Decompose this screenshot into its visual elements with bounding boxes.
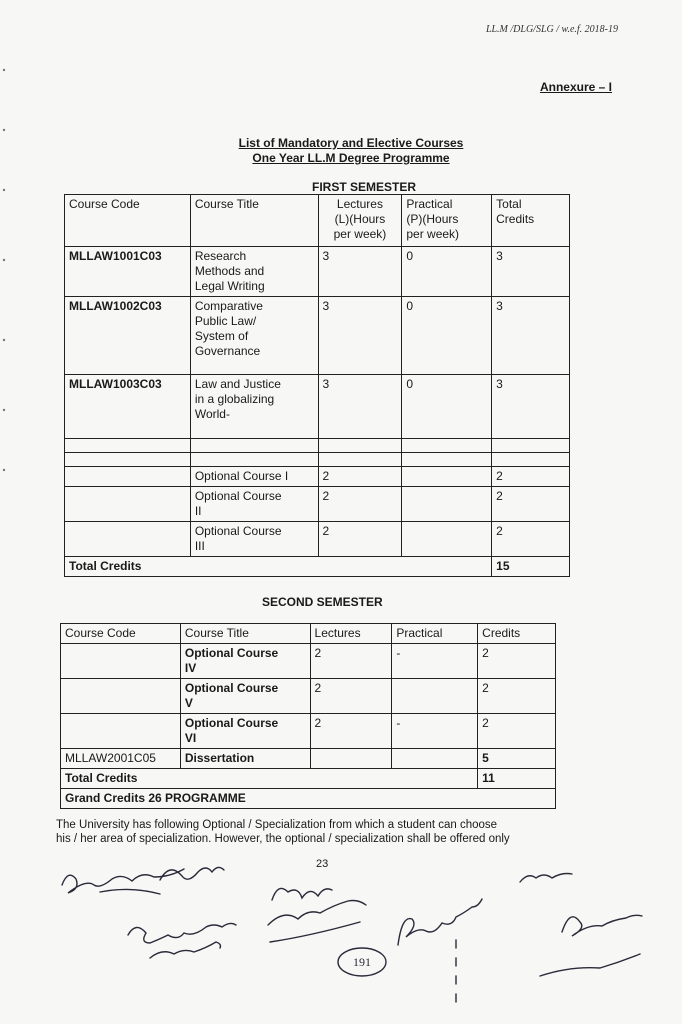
course-code: MLLAW1001C03	[65, 247, 191, 297]
table-header-row	[65, 195, 570, 247]
total-credits-row	[65, 557, 570, 577]
header-practical: Practical (P)(Hours per week)	[402, 195, 492, 247]
credits-value: 2	[478, 714, 556, 749]
credits-value: 2	[478, 644, 556, 679]
lectures-value: 2	[318, 487, 402, 522]
practical-value: -	[392, 714, 478, 749]
specialization-paragraph	[56, 818, 626, 846]
total-credits-value: 11	[478, 769, 556, 789]
course-code: MLLAW1002C03	[65, 297, 191, 375]
table-row	[65, 467, 570, 487]
course-code	[61, 644, 181, 679]
total-credits-label: Total Credits	[61, 769, 478, 789]
table-header-row	[61, 624, 556, 644]
practical-value: 0	[402, 297, 492, 375]
stamp-number: 191	[353, 955, 371, 969]
course-title: Law and Justice in a globalizing World-	[190, 375, 318, 439]
lectures-value: 2	[310, 679, 392, 714]
credits-value: 3	[492, 375, 570, 439]
document-reference: LL.M /DLG/SLG / w.e.f. 2018-19	[485, 24, 618, 35]
course-title: Research Methods and Legal Writing	[190, 247, 318, 297]
blank-row	[65, 453, 570, 467]
table-row	[65, 297, 570, 375]
header-course-code: Course Code	[65, 195, 191, 247]
page-number: 23	[316, 858, 329, 870]
course-title: Optional Course I	[190, 467, 318, 487]
total-credits-label: Total Credits	[65, 557, 492, 577]
header-practical: Practical	[392, 624, 478, 644]
credits-value: 2	[478, 679, 556, 714]
document-subtitle: One Year LL.M Degree Programme	[252, 151, 450, 165]
credits-value: 2	[492, 487, 570, 522]
table-row	[61, 679, 556, 714]
course-title: Optional Course III	[190, 522, 318, 557]
header-credits: Credits	[478, 624, 556, 644]
credits-value: 3	[492, 247, 570, 297]
course-code	[61, 714, 181, 749]
practical-value: 0	[402, 375, 492, 439]
course-code: MLLAW1003C03	[65, 375, 191, 439]
first-semester-heading: FIRST SEMESTER	[312, 180, 417, 194]
lectures-value: 2	[310, 714, 392, 749]
header-lectures: Lectures	[310, 624, 392, 644]
grand-credits-label: Grand Credits 26 PROGRAMME	[61, 789, 556, 809]
document-title: List of Mandatory and Elective Courses	[238, 136, 464, 150]
course-title: Optional Course V	[180, 679, 310, 714]
credits-value: 5	[478, 749, 556, 769]
header-course-title: Course Title	[190, 195, 318, 247]
header-lectures: Lectures (L)(Hours per week)	[318, 195, 402, 247]
course-title: Optional Course VI	[180, 714, 310, 749]
table-row	[65, 375, 570, 439]
lectures-value: 2	[318, 467, 402, 487]
table-row	[65, 247, 570, 297]
header-course-code: Course Code	[61, 624, 181, 644]
table-row	[65, 522, 570, 557]
table-row	[61, 714, 556, 749]
first-semester-table	[64, 194, 570, 577]
header-course-title: Course Title	[180, 624, 310, 644]
header-credits: Total Credits	[492, 195, 570, 247]
annexure-label: Annexure – I	[539, 80, 612, 94]
lectures-value	[310, 749, 392, 769]
lectures-value: 3	[318, 247, 402, 297]
paragraph-line: The University has following Optional / Specialization from which a student can choose	[56, 819, 498, 831]
lectures-value: 3	[318, 375, 402, 439]
second-semester-heading: SECOND SEMESTER	[262, 595, 383, 609]
lectures-value: 3	[318, 297, 402, 375]
table-row	[65, 487, 570, 522]
table-row	[61, 644, 556, 679]
paragraph-line: his / her area of specialization. However, the optional / specialization shall be offered only	[56, 833, 510, 845]
course-title: Comparative Public Law/ System of Governance	[190, 297, 318, 375]
course-title: Optional Course IV	[180, 644, 310, 679]
total-credits-value: 15	[492, 557, 570, 577]
practical-value	[392, 749, 478, 769]
course-title: Dissertation	[180, 749, 310, 769]
credits-value: 2	[492, 522, 570, 557]
course-code	[61, 679, 181, 714]
second-semester-table	[60, 623, 556, 809]
table-row	[61, 749, 556, 769]
lectures-value: 2	[318, 522, 402, 557]
total-credits-row	[61, 769, 556, 789]
practical-value	[392, 679, 478, 714]
practical-value: 0	[402, 247, 492, 297]
blank-row	[65, 439, 570, 453]
course-code: MLLAW2001C05	[61, 749, 181, 769]
credits-value: 2	[492, 467, 570, 487]
lectures-value: 2	[310, 644, 392, 679]
binding-hole-marks	[2, 60, 6, 480]
credits-value: 3	[492, 297, 570, 375]
practical-value: -	[392, 644, 478, 679]
course-title: Optional Course II	[190, 487, 318, 522]
grand-credits-row	[61, 789, 556, 809]
